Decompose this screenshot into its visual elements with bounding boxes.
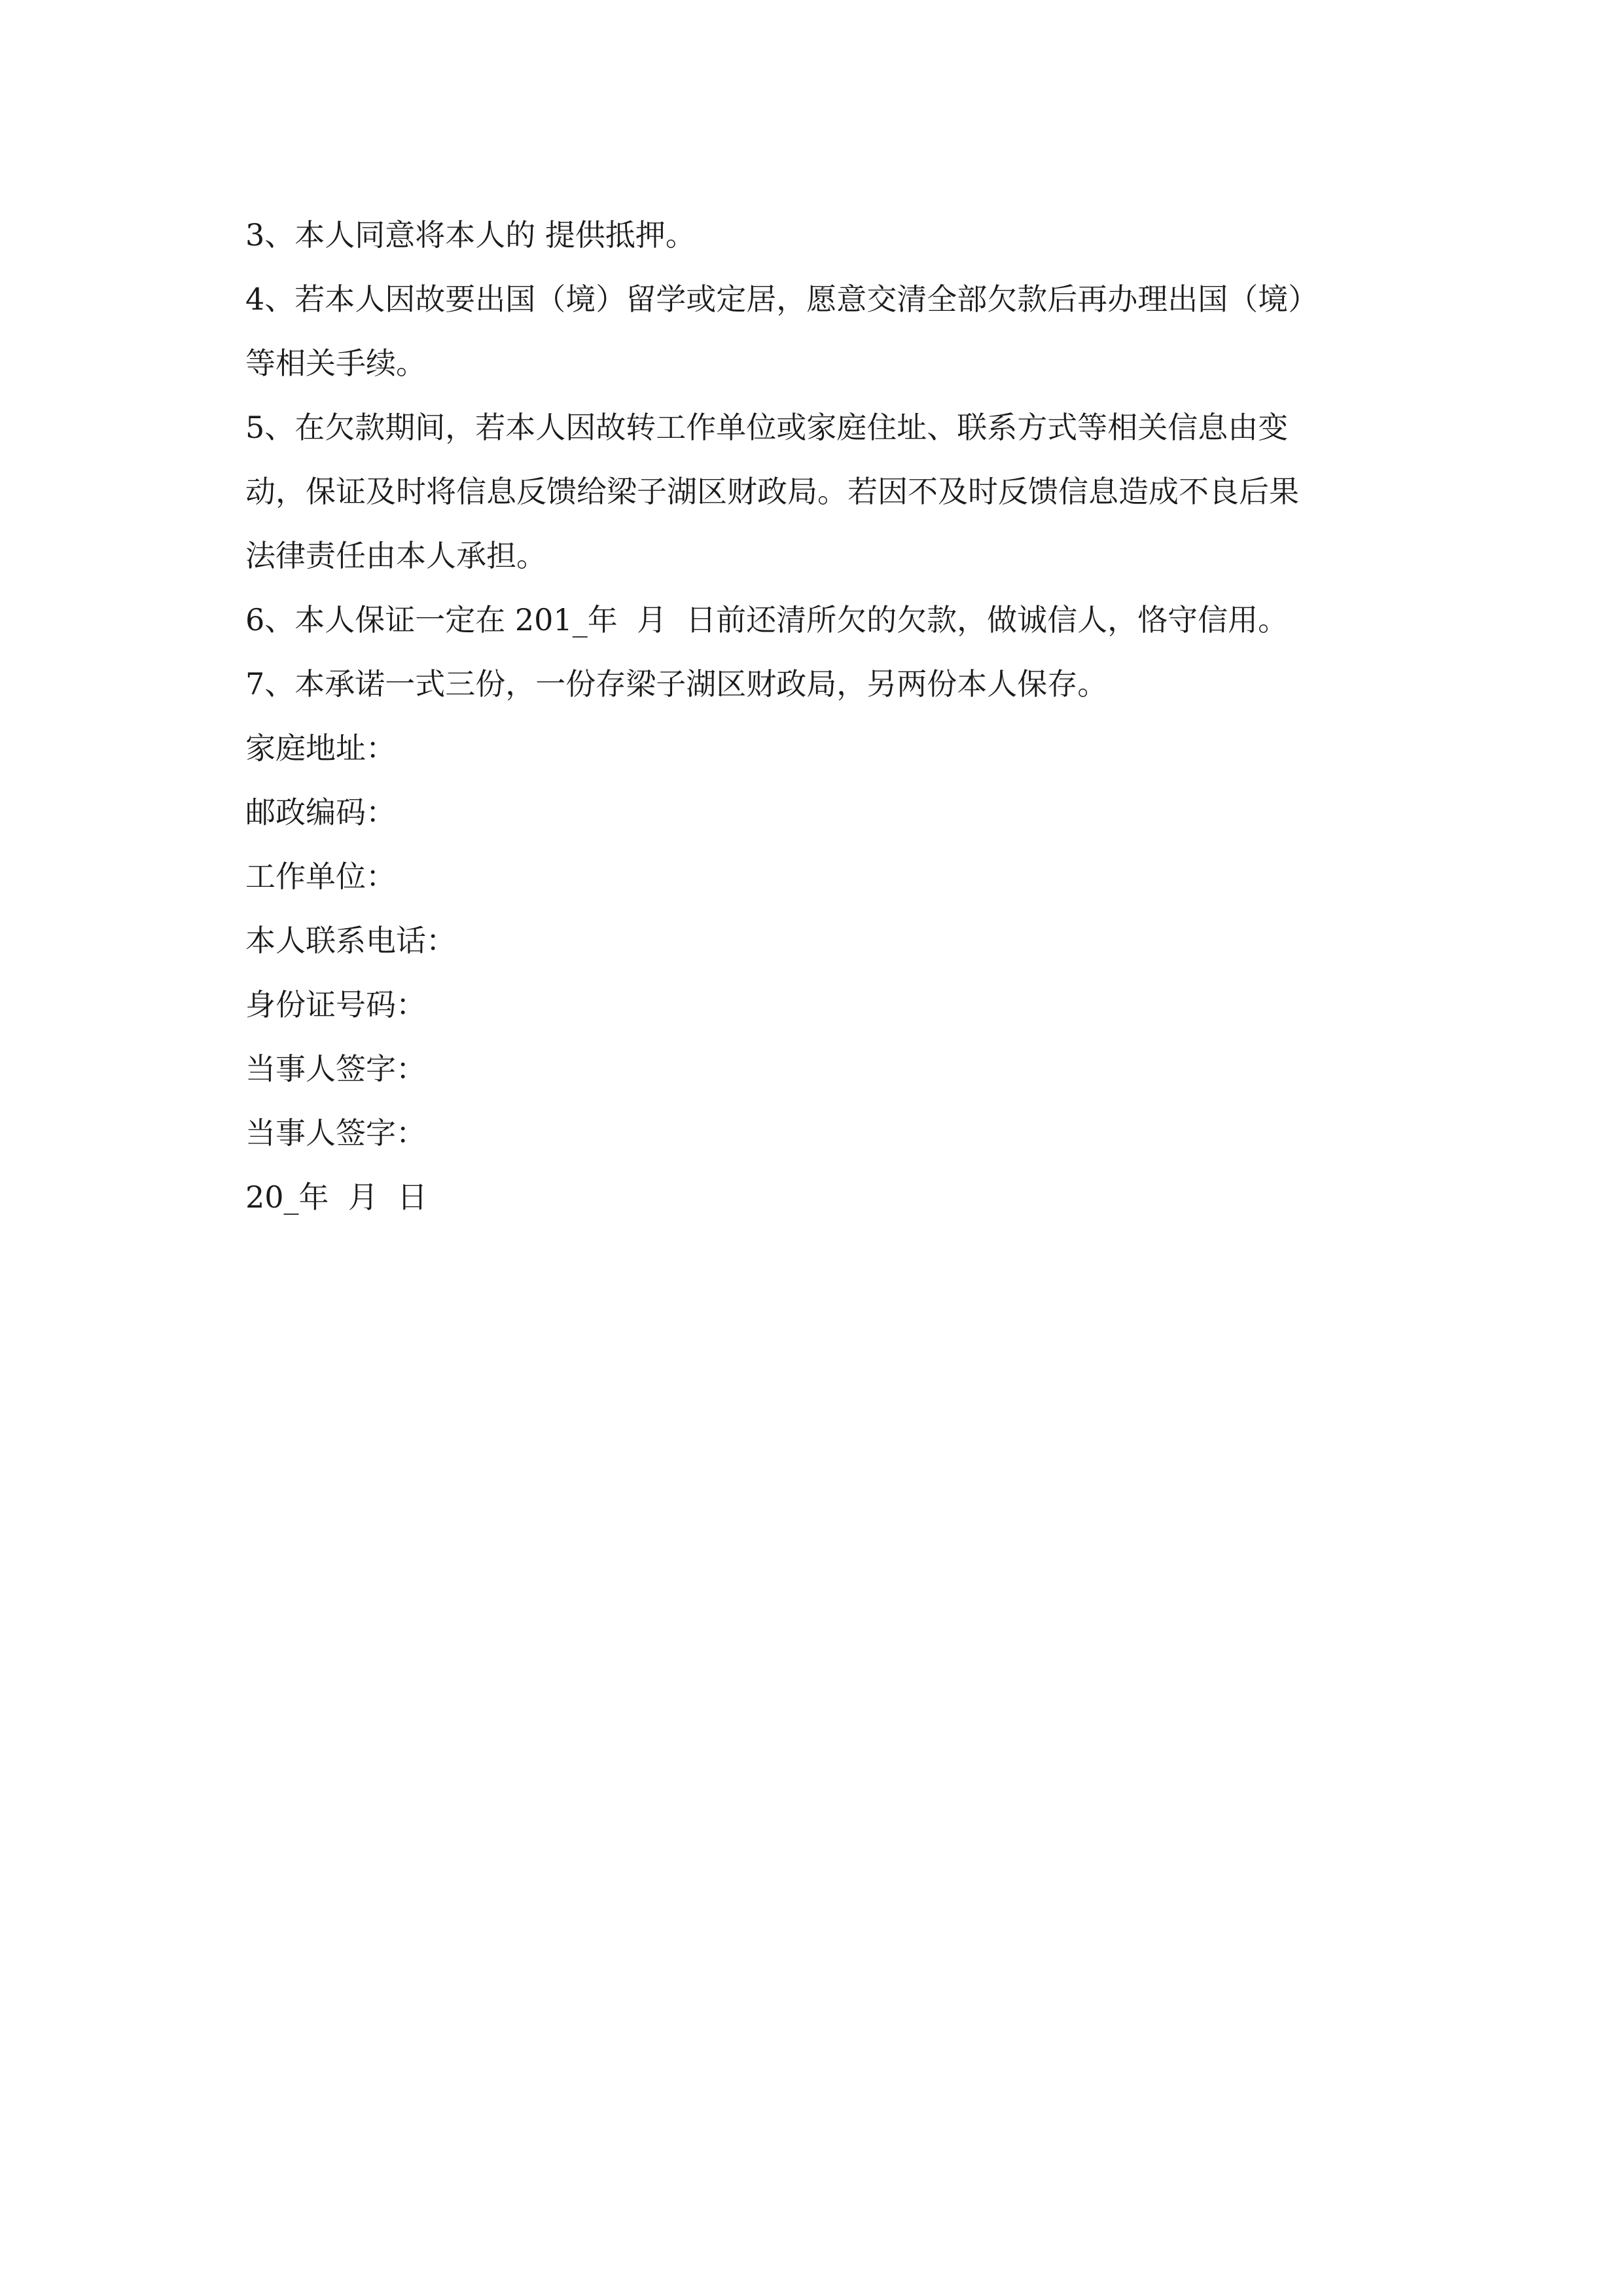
signature-label: 当事人签字：	[245, 1051, 426, 1086]
date-line: 20_年 月 日	[245, 1179, 428, 1215]
id-number-label: 身份证号码：	[245, 987, 426, 1022]
clause-6: 6、本人保证一定在 201_年 月 日前还清所欠的欠款，做诚信人，恪守信用。	[245, 602, 1289, 637]
document-body	[245, 203, 1384, 1229]
clause-4: 4、若本人因故要出国（境）留学或定居，愿意交清全部欠款后再办理出国（境）	[245, 281, 1319, 317]
signature-label: 当事人签字：	[245, 1115, 426, 1151]
clause-5: 5、在欠款期间，若本人因故转工作单位或家庭住址、联系方式等相关信息由变	[245, 410, 1289, 445]
clause-4-continued: 等相关手续。	[245, 346, 426, 381]
home-address-label: 家庭地址：	[245, 730, 396, 766]
employer-label: 工作单位：	[245, 859, 396, 894]
clause-3: 3、本人同意将本人的 提供抵押。	[245, 217, 696, 253]
clause-7: 7、本承诺一式三份，一份存梁子湖区财政局，另两份本人保存。	[245, 666, 1108, 702]
clause-5-continued: 动，保证及时将信息反馈给梁子湖区财政局。若因不及时反馈信息造成不良后果	[245, 474, 1299, 509]
clause-5-continued: 法律责任由本人承担。	[245, 538, 546, 573]
phone-label: 本人联系电话：	[245, 923, 456, 958]
postal-code-label: 邮政编码：	[245, 795, 396, 830]
